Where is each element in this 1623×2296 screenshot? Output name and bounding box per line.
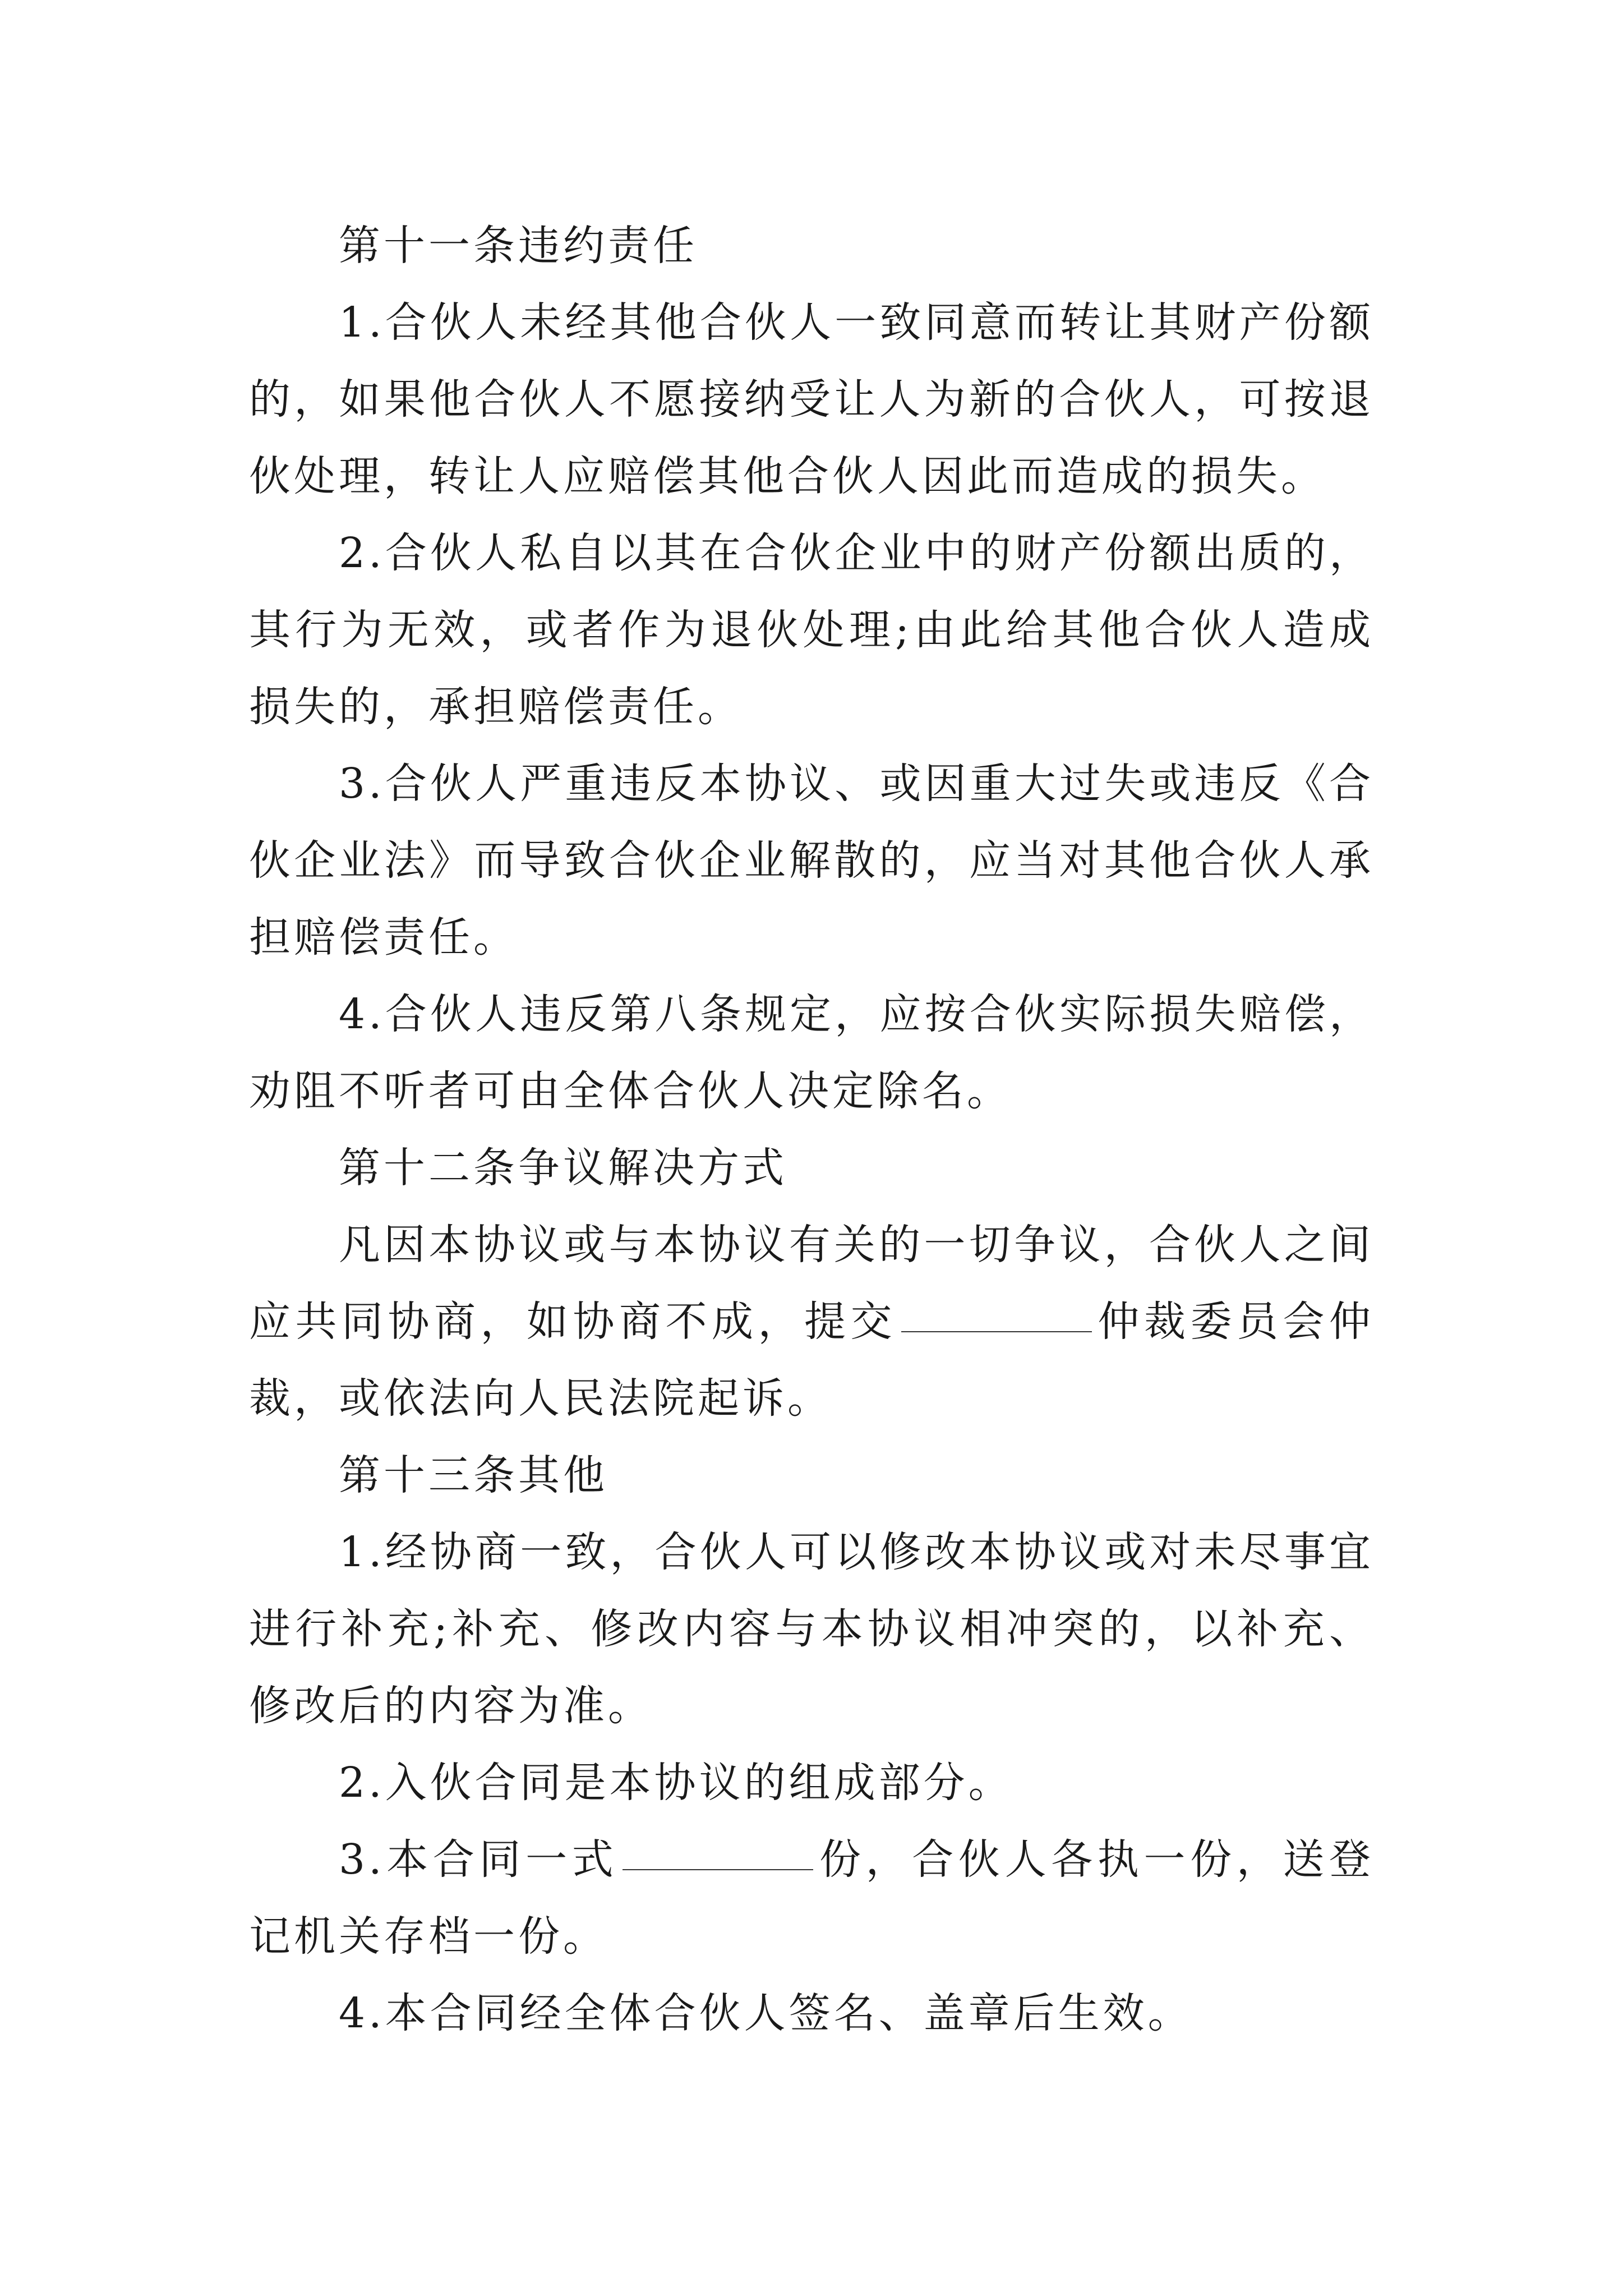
article-13-heading: 第十三条其他 xyxy=(339,1451,608,1499)
article-11-clause-3: 3.合伙人严重违反本协议、或因重大过失或违反《合伙企业法》而导致合伙企业解散的，应当对其他合伙人承担赔偿责任。 xyxy=(249,760,1374,961)
article-13-clause-3-after-blank: 份，合伙人各执一份，送登记机关存档一份。 xyxy=(249,1835,1374,1961)
article-13-clause-3 xyxy=(249,1821,1374,1975)
arbitration-commission-blank xyxy=(901,1329,1092,1332)
article-13-clause-3-before-blank: 3.本合同一式 xyxy=(339,1835,619,1884)
article-11-clause-1: 1.合伙人未经其他合伙人一致同意而转让其财产份额的，如果他合伙人不愿接纳受让人为新的合伙人，可按退伙处理，转让人应赔偿其他合伙人因此而造成的损失。 xyxy=(249,298,1374,500)
article-11-clause-2: 2.合伙人私自以其在合伙企业中的财产份额出质的，其行为无效，或者作为退伙处理;由此给其他合伙人造成损失的，承担赔偿责任。 xyxy=(249,529,1374,731)
article-12-heading: 第十二条争议解决方式 xyxy=(339,1144,787,1192)
article-12-text-after-blank: 仲裁委员会仲裁，或依法向人民法院起诉。 xyxy=(249,1297,1374,1423)
copies-count-blank xyxy=(623,1867,813,1870)
article-13-clause-1: 1.经协商一致，合伙人可以修改本协议或对未尽事宜进行补充;补充、修改内容与本协议相冲突的，以补充、修改后的内容为准。 xyxy=(249,1528,1374,1730)
document-body xyxy=(249,208,1374,2052)
article-11-heading: 第十一条违约责任 xyxy=(339,222,698,270)
article-13-clause-4: 4.本合同经全体合伙人签名、盖章后生效。 xyxy=(339,1989,1193,2037)
article-11-clause-4: 4.合伙人违反第八条规定，应按合伙实际损失赔偿，劝阻不听者可由全体合伙人决定除名。 xyxy=(249,990,1374,1115)
article-13-clause-2: 2.入伙合同是本协议的组成部分。 xyxy=(339,1759,1013,1807)
article-12-text-before-blank: 凡因本协议或与本协议有关的一切争议，合伙人之间应共同协商，如协商不成，提交 xyxy=(249,1221,1374,1346)
article-12-clause xyxy=(249,1207,1374,1437)
